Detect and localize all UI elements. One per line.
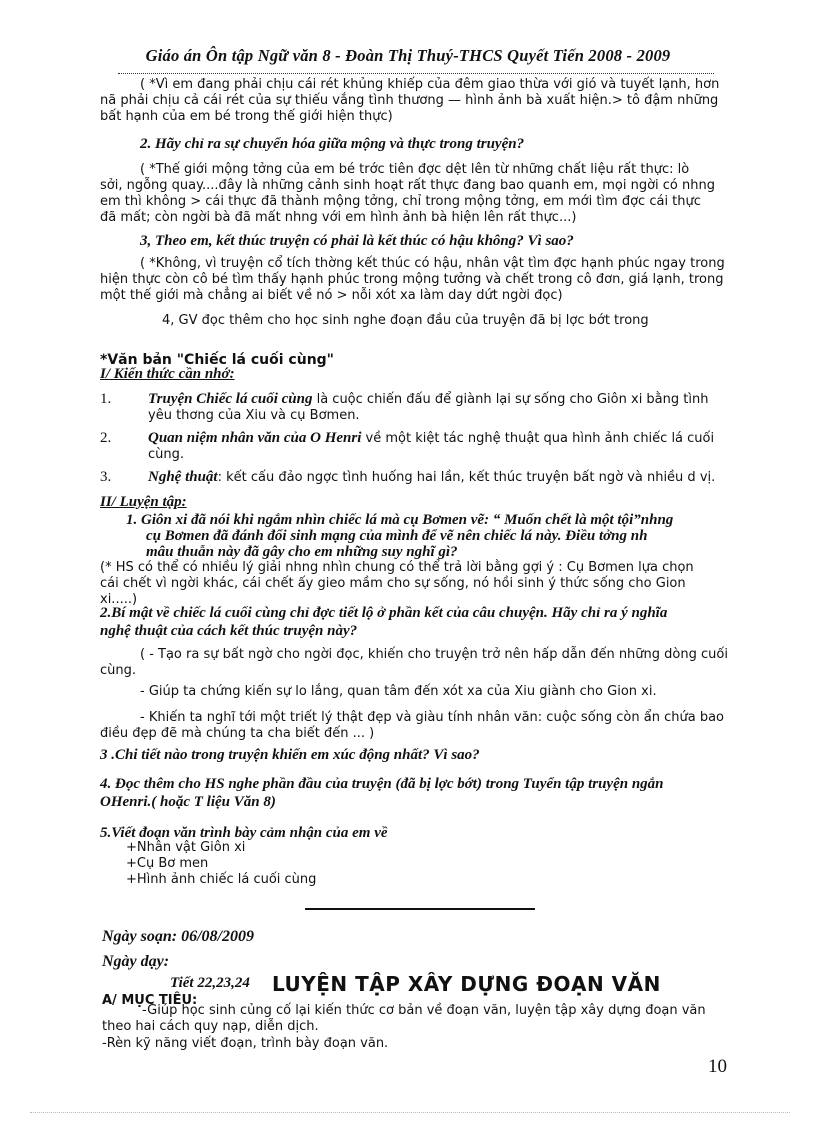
note-4: 4, GV đọc thêm cho học sinh nghe đoạn đầu của truyện đã bị lợc bớt trong xyxy=(162,313,649,328)
answer-3: ( *Không, vì truyện cổ tích thờng kết thúc có hậu, nhân vật tìm đợc hạnh phúc ngay trong hiện thực còn cô bé tìm thấy hạnh phúc trong mộng tưởng và chết trong cô đơn, giá lạnh, trong một thế giới mà chẳng ai biết về nó > nỗi xót xa làm day dứt ngời đọc) xyxy=(100,256,725,303)
question-3: 3, Theo em, kết thúc truyện có phải là kết thúc có hậu không? Vì sao? xyxy=(140,233,574,249)
objective-1: -Giúp học sinh củng cố lại kiến thức cơ bản về đoạn văn, luyện tập xây dựng đoạn văn theo hai cách quy nạp, diễn dịch. xyxy=(102,1003,706,1034)
page-header: Giáo án Ôn tập Ngữ văn 8 - Đoàn Thị Thuý-THCS Quyết Tiến 2008 - 2009 xyxy=(145,46,671,65)
practice-question-1: 1. Giôn xi đã nói khi ngắm nhìn chiếc lá mà cụ Bơmen vẽ: “ Muốn chết là một tội”nhng cụ Bơmen đã đánh đổi sinh mạng của mình để vẽ nên chiếc lá này. Điều tởng nh mâu thuẫn này đã gây cho em những suy nghĩ gì? xyxy=(126,512,674,560)
question-5-list xyxy=(126,840,316,888)
practice-answer-2c: - Khiến ta nghĩ tới một triết lý thật đẹp và giàu tính nhân văn: cuộc sống còn ẩn chứa bao điều đẹp đẽ mà chúng ta cha biết đến ... ) xyxy=(100,710,724,741)
page-number: 10 xyxy=(708,1056,727,1077)
practice-answer-2b: - Giúp ta chứng kiến sự lo lắng, quan tâm đến xót xa của Xiu giành cho Gion xi. xyxy=(140,684,657,699)
practice-question-4: 4. Đọc thêm cho HS nghe phần đầu của truyện (đã bị lợc bớt) trong Tuyển tập truyện ngắn OHenri.( hoặc T liệu Văn 8) xyxy=(100,776,664,810)
objective-2: -Rèn kỹ năng viết đoạn, trình bày đoạn văn. xyxy=(102,1036,389,1051)
question-2: 2. Hãy chỉ ra sự chuyển hóa giữa mộng và thực trong truyện? xyxy=(140,136,525,152)
section-divider xyxy=(305,908,535,910)
list-item: +Cụ Bơ men xyxy=(126,856,209,871)
practice-question-5: 5.Viết đoạn văn trình bày cảm nhận của em về xyxy=(100,825,388,841)
practice-question-3: 3 .Chi tiết nào trong truyện khiến em xúc động nhất? Vì sao? xyxy=(100,747,480,763)
practice-answer-2a: ( - Tạo ra sự bất ngờ cho ngời đọc, khiến cho truyện trở nên hấp dẫn đến những dòng cuối cùng. xyxy=(100,647,728,678)
section-practice: II/ Luyện tập: xyxy=(100,494,187,510)
text-title: *Văn bản "Chiếc lá cuối cùng" xyxy=(100,352,334,368)
practice-question-2: 2.Bí mật về chiếc lá cuối cùng chỉ đợc tiết lộ ở phần kết của câu chuyện. Hãy chỉ ra ý nghĩa nghệ thuật của cách kết thúc truyện này? xyxy=(100,605,668,639)
answer-1: ( *Vì em đang phải chịu cái rét khủng khiếp của đêm giao thừa với gió và tuyết lạnh, hơn nã phải chịu cả cái rét của sự thiếu vắng tình thương — hình ảnh bà xuất hiện.> tô đậm những bất hạnh của em bé trong thế giới hiện thực) xyxy=(100,77,720,124)
date-composed: Ngày soạn: 06/08/2009 xyxy=(102,928,254,945)
date-taught: Ngày dạy: xyxy=(102,953,170,970)
list-item: +Nhân vật Giôn xi xyxy=(126,840,246,855)
footer-divider xyxy=(30,1112,790,1113)
answer-2: ( *Thế giới mộng tởng của em bé trớc tiên đợc dệt lên từ những chất liệu rất thực: lò sởi, ngỗng quay....đây là những cảnh sinh hoạt rất thực đang bao quanh em, mọi ngời có nhng em thì không > cái thực đã thành mộng tởng, chỉ trong mộng tởng, em mới tìm đợc cái thực đã mất; còn ngời bà đã mất nhng với em hình ảnh bà hiện lên rất thực...) xyxy=(100,162,715,225)
section-knowledge: I/ Kiến thức cần nhớ: xyxy=(100,366,235,382)
lesson-title: LUYỆN TẬP XÂY DỰNG ĐOẠN VĂN xyxy=(272,972,661,996)
objectives-label: A/ MỤC TIÊU: xyxy=(102,993,198,1008)
knowledge-item-2: 2. Quan niệm nhân văn của O Henri về một kiệt tác nghệ thuật qua hình ảnh chiếc lá cuối cùng. xyxy=(100,430,715,462)
practice-answer-1: (* HS có thể có nhiều lý giải nhng nhìn chung có thể trả lời bằng gợi ý : Cụ Bơmen lựa chọn cái chết vì ngời khác, cái chết ấy gieo mầm cho sự sống, nó hồi sinh ý thức sống cho Gion xi.....) xyxy=(100,560,694,607)
list-item: +Hình ảnh chiếc lá cuối cùng xyxy=(126,872,317,887)
knowledge-item-3: 3. Nghệ thuật: kết cấu đảo ngợc tình huống hai lần, kết thúc truyện bất ngờ và nhiều d vị. xyxy=(100,469,716,485)
header-divider xyxy=(118,73,714,74)
lesson-periods: Tiết 22,23,24 xyxy=(170,975,250,991)
knowledge-item-1: 1. Truyện Chiếc lá cuối cùng là cuộc chiến đấu để giành lại sự sống cho Giôn xi bằng tình yêu thơng của Xiu và cụ Bơmen. xyxy=(100,391,709,423)
